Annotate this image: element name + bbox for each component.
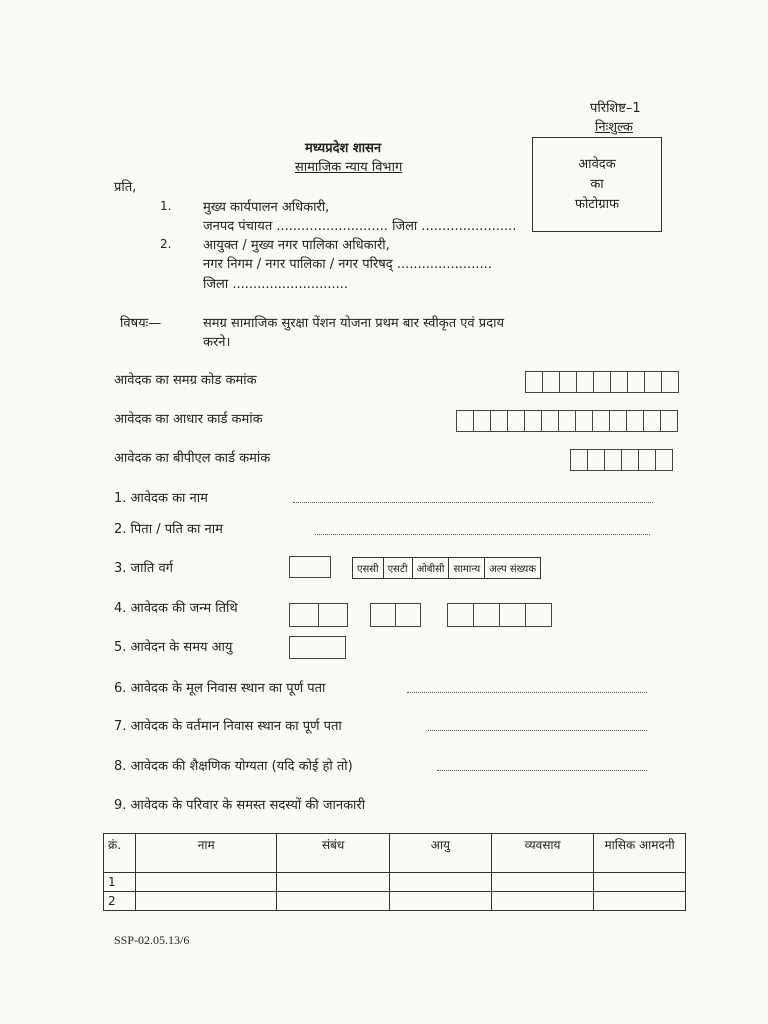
- caste-options-table: [352, 557, 541, 579]
- education-line[interactable]: [437, 770, 647, 771]
- table-cell[interactable]: [389, 873, 491, 892]
- digit-box[interactable]: [370, 603, 396, 627]
- father-name-line[interactable]: [315, 534, 650, 535]
- digit-box[interactable]: [541, 410, 559, 432]
- digit-box[interactable]: [604, 449, 622, 471]
- digit-box[interactable]: [558, 410, 576, 432]
- to-label: प्रति,: [114, 180, 137, 195]
- digit-box[interactable]: [643, 410, 661, 432]
- table-cell[interactable]: [135, 892, 276, 911]
- digit-box[interactable]: [499, 603, 526, 627]
- dob-day-boxes[interactable]: [289, 603, 348, 627]
- col-header-relation: संबंध: [277, 834, 389, 873]
- digit-box[interactable]: [593, 371, 611, 393]
- table-row: [104, 892, 686, 911]
- addressee-1-num: 1.: [160, 199, 172, 213]
- digit-box[interactable]: [447, 603, 474, 627]
- native-address-label: 6. आवेदक के मूल निवास स्थान का पूर्ण पता: [114, 681, 326, 696]
- table-row: [104, 873, 686, 892]
- table-cell[interactable]: [277, 873, 389, 892]
- appendix-label: परिशिष्ट–1: [590, 101, 641, 116]
- caste-option-general[interactable]: सामान्य: [449, 558, 485, 579]
- digit-box[interactable]: [655, 449, 673, 471]
- subject-label: विषयः—: [120, 316, 162, 331]
- digit-box[interactable]: [638, 449, 656, 471]
- digit-box[interactable]: [609, 410, 627, 432]
- caste-option-minority[interactable]: अल्प संख्यक: [485, 558, 541, 579]
- addressee-2-num: 2.: [160, 237, 172, 251]
- digit-box[interactable]: [592, 410, 610, 432]
- family-members-table: [103, 833, 686, 911]
- caste-label: 3. जाति वर्ग: [114, 561, 174, 576]
- addressee-1-line2: जनपद पंचायत ........................... जिला .......................: [203, 219, 517, 234]
- table-cell[interactable]: [135, 873, 276, 892]
- caste-option-obc[interactable]: ओबीसी: [412, 558, 449, 579]
- digit-box[interactable]: [661, 371, 679, 393]
- table-header-row: [104, 834, 686, 873]
- photo-label-line2: का: [590, 176, 604, 192]
- col-header-age: आयु: [389, 834, 491, 873]
- dob-label: 4. आवेदक की जन्म तिथि: [114, 601, 238, 616]
- table-cell[interactable]: [491, 892, 593, 911]
- subject-line2: करने।: [203, 335, 231, 350]
- department-title: सामाजिक न्याय विभाग: [295, 160, 403, 175]
- digit-box[interactable]: [559, 371, 577, 393]
- aadhar-boxes[interactable]: [456, 410, 678, 432]
- table-cell[interactable]: [594, 873, 686, 892]
- education-label: 8. आवेदक की शैक्षणिक योग्यता (यदि कोई हो तो): [114, 759, 353, 774]
- family-info-label: 9. आवेदक के परिवार के समस्त सदस्यों की जानकारी: [114, 798, 366, 813]
- digit-box[interactable]: [473, 603, 500, 627]
- dob-year-boxes[interactable]: [447, 603, 552, 627]
- digit-box[interactable]: [524, 410, 542, 432]
- photo-label-line1: आवेदक: [578, 156, 616, 172]
- digit-box[interactable]: [626, 410, 644, 432]
- digit-box[interactable]: [542, 371, 560, 393]
- govt-title: मध्यप्रदेश शासन: [305, 141, 382, 156]
- row-serial: 1: [104, 873, 136, 892]
- digit-box[interactable]: [576, 371, 594, 393]
- aadhar-label: आवेदक का आधार कार्ड कमांक: [114, 412, 263, 427]
- digit-box[interactable]: [587, 449, 605, 471]
- native-address-line[interactable]: [407, 692, 647, 693]
- table-cell[interactable]: [277, 892, 389, 911]
- digit-box[interactable]: [627, 371, 645, 393]
- table-cell[interactable]: [491, 873, 593, 892]
- digit-box[interactable]: [570, 449, 588, 471]
- digit-box[interactable]: [318, 603, 348, 627]
- digit-box[interactable]: [621, 449, 639, 471]
- digit-box[interactable]: [456, 410, 474, 432]
- digit-box[interactable]: [644, 371, 662, 393]
- row-serial: 2: [104, 892, 136, 911]
- applicant-name-label: 1. आवेदक का नाम: [114, 491, 208, 506]
- subject-line1: समग्र सामाजिक सुरक्षा पेंशन योजना प्रथम बार स्वीकृत एवं प्रदाय: [203, 316, 505, 331]
- current-address-line[interactable]: [428, 730, 647, 731]
- digit-box[interactable]: [289, 603, 319, 627]
- bpl-boxes[interactable]: [570, 449, 673, 471]
- photo-label-line3: फोटोग्राफ: [574, 196, 620, 212]
- free-label: निःशुल्क: [595, 120, 633, 135]
- samagra-code-label: आवेदक का समग्र कोड कमांक: [114, 373, 257, 388]
- caste-input-box[interactable]: [289, 556, 331, 578]
- col-header-monthly-income: मासिक आमदनी: [594, 834, 686, 873]
- col-header-serial: क्रं.: [104, 834, 136, 873]
- digit-box[interactable]: [575, 410, 593, 432]
- age-label: 5. आवेदन के समय आयु: [114, 640, 233, 655]
- caste-option-sc[interactable]: एससी: [353, 558, 384, 579]
- digit-box[interactable]: [525, 603, 552, 627]
- table-cell[interactable]: [594, 892, 686, 911]
- samagra-code-boxes[interactable]: [525, 371, 679, 393]
- addressee-2-line2: नगर निगम / नगर पालिका / नगर परिषद् .......................: [203, 257, 492, 272]
- form-code: SSP-02.05.13/6: [114, 933, 190, 947]
- addressee-2-line1: आयुक्त / मुख्य नगर पालिका अधिकारी,: [203, 238, 390, 253]
- digit-box[interactable]: [660, 410, 678, 432]
- bpl-label: आवेदक का बीपीएल कार्ड कमांक: [114, 451, 271, 466]
- current-address-label: 7. आवेदक के वर्तमान निवास स्थान का पूर्ण पता: [114, 719, 342, 734]
- caste-option-st[interactable]: एसटी: [383, 558, 412, 579]
- age-input-box[interactable]: [289, 636, 346, 659]
- digit-box[interactable]: [610, 371, 628, 393]
- dob-month-boxes[interactable]: [370, 603, 421, 627]
- digit-box[interactable]: [395, 603, 421, 627]
- digit-box[interactable]: [473, 410, 491, 432]
- digit-box[interactable]: [525, 371, 543, 393]
- col-header-name: नाम: [135, 834, 276, 873]
- addressee-1-line1: मुख्य कार्यपालन अधिकारी,: [203, 200, 330, 215]
- col-header-occupation: व्यवसाय: [491, 834, 593, 873]
- father-name-label: 2. पिता / पति का नाम: [114, 522, 223, 537]
- photo-box[interactable]: [532, 137, 662, 232]
- addressee-2-line3: जिला ............................: [203, 277, 349, 292]
- table-cell[interactable]: [389, 892, 491, 911]
- digit-box[interactable]: [490, 410, 508, 432]
- applicant-name-line[interactable]: [293, 502, 653, 503]
- digit-box[interactable]: [507, 410, 525, 432]
